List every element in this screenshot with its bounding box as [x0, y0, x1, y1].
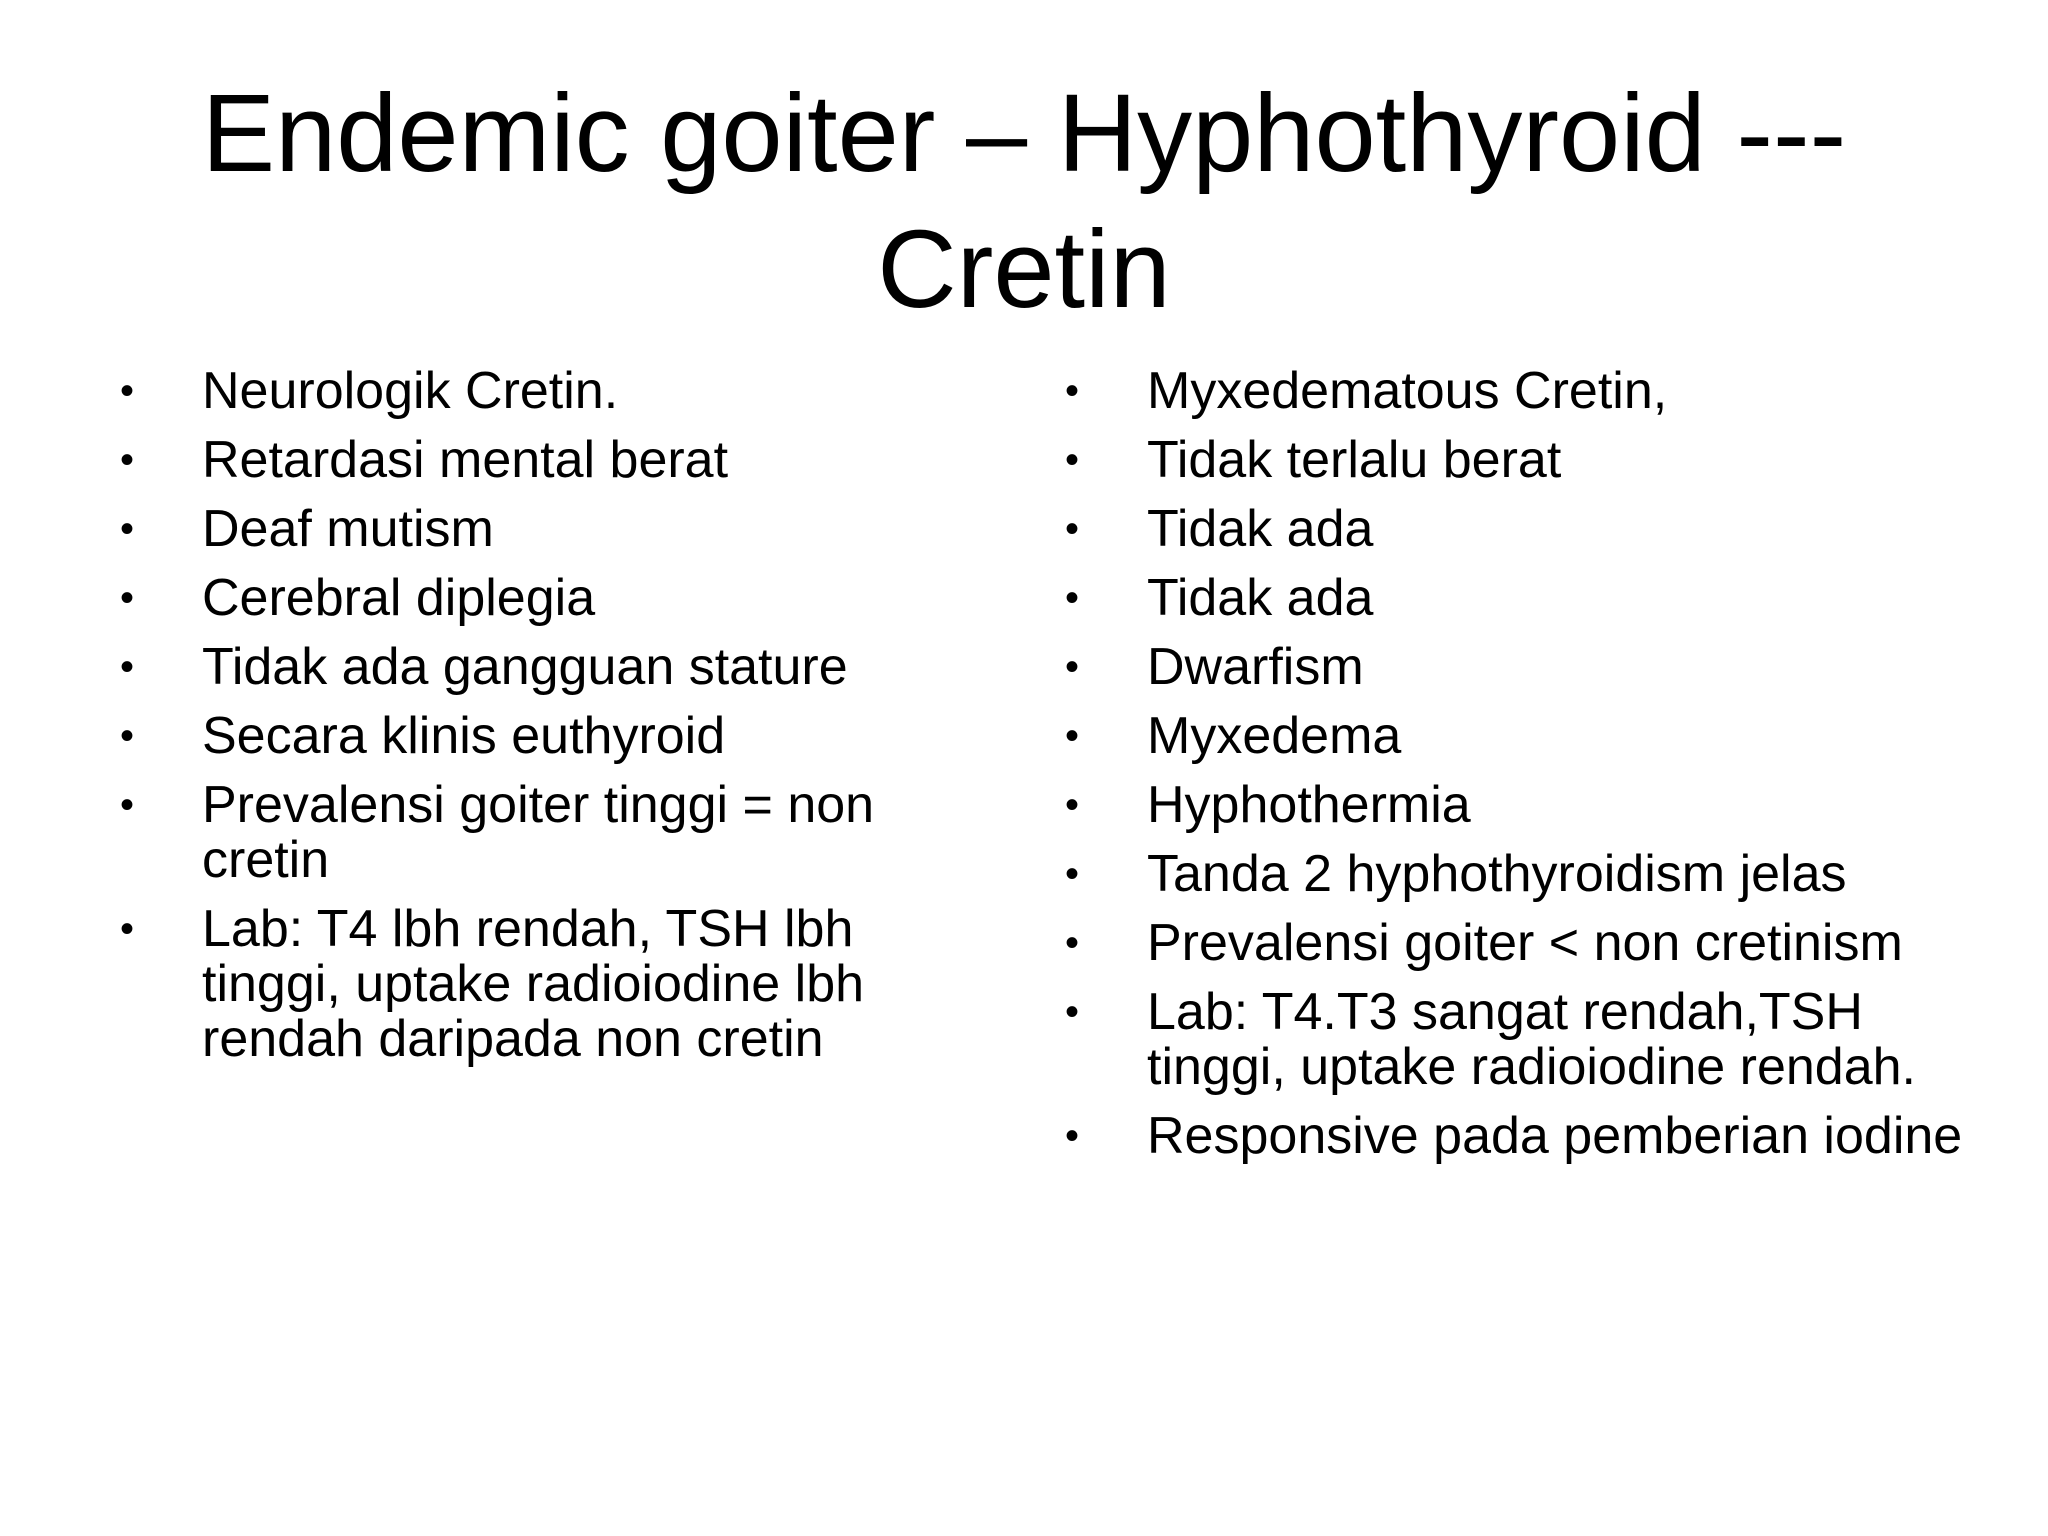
bullet-icon: •	[120, 438, 135, 482]
bullet-icon: •	[1065, 714, 1080, 758]
list-item	[1065, 916, 1965, 971]
bullet-icon: •	[1065, 576, 1080, 620]
list-item	[1065, 364, 1965, 419]
bullet-icon: •	[1065, 438, 1080, 482]
list-item	[1065, 433, 1965, 488]
list-item-text: Tanda 2 hyphothyroidism jelas	[1147, 845, 1847, 903]
bullet-icon: •	[1065, 1114, 1080, 1158]
list-item-text: Prevalensi goiter tinggi = non cretin	[202, 776, 875, 889]
list-item	[1065, 571, 1965, 626]
bullet-icon: •	[1065, 645, 1080, 689]
left-bullet-list	[120, 364, 980, 1081]
list-item	[1065, 985, 1965, 1095]
bullet-icon: •	[1065, 783, 1080, 827]
list-item	[120, 571, 980, 626]
list-item	[120, 709, 980, 764]
list-item-text: Myxedematous Cretin,	[1147, 362, 1668, 420]
list-item-text: Dwarfism	[1147, 638, 1364, 696]
bullet-icon: •	[1065, 507, 1080, 551]
list-item	[1065, 502, 1965, 557]
bullet-icon: •	[1065, 369, 1080, 413]
list-item	[120, 640, 980, 695]
slide-title	[60, 66, 1988, 338]
list-item-text: Tidak ada	[1147, 569, 1374, 627]
list-item-text: Responsive pada pemberian iodine	[1147, 1107, 1963, 1165]
list-item	[120, 902, 980, 1067]
bullet-icon: •	[120, 369, 135, 413]
bullet-icon: •	[1065, 852, 1080, 896]
slide-title-line-2: Cretin	[877, 208, 1171, 331]
slide-title-line-1: Endemic goiter – Hyphothyroid ---	[201, 72, 1847, 195]
list-item-text: Tidak terlalu berat	[1147, 431, 1562, 489]
bullet-icon: •	[1065, 921, 1080, 965]
bullet-icon: •	[120, 907, 135, 951]
list-item-text: Tidak ada	[1147, 500, 1374, 558]
bullet-icon: •	[120, 645, 135, 689]
bullet-icon: •	[120, 714, 135, 758]
list-item-text: Lab: T4.T3 sangat rendah,TSH tinggi, uptake radioiodine rendah.	[1147, 983, 1917, 1096]
list-item-text: Deaf mutism	[202, 500, 494, 558]
list-item	[1065, 1109, 1965, 1164]
list-item-text: Myxedema	[1147, 707, 1402, 765]
list-item	[1065, 847, 1965, 902]
list-item-text: Cerebral diplegia	[202, 569, 596, 627]
bullet-icon: •	[120, 576, 135, 620]
list-item	[120, 433, 980, 488]
list-item	[120, 364, 980, 419]
list-item-text: Secara klinis euthyroid	[202, 707, 726, 765]
right-bullet-list	[1065, 364, 1965, 1178]
list-item-text: Retardasi mental berat	[202, 431, 729, 489]
bullet-icon: •	[120, 783, 135, 827]
list-item-text: Prevalensi goiter < non cretinism	[1147, 914, 1903, 972]
list-item	[1065, 778, 1965, 833]
bullet-icon: •	[120, 507, 135, 551]
list-item-text: Hyphothermia	[1147, 776, 1471, 834]
list-item-text: Neurologik Cretin.	[202, 362, 619, 420]
list-item-text: Lab: T4 lbh rendah, TSH lbh tinggi, uptake radioiodine lbh rendah daripada non cretin	[202, 900, 865, 1068]
list-item-text: Tidak ada gangguan stature	[202, 638, 848, 696]
list-item	[120, 502, 980, 557]
list-item	[1065, 640, 1965, 695]
list-item	[120, 778, 980, 888]
bullet-icon: •	[1065, 990, 1080, 1034]
list-item	[1065, 709, 1965, 764]
